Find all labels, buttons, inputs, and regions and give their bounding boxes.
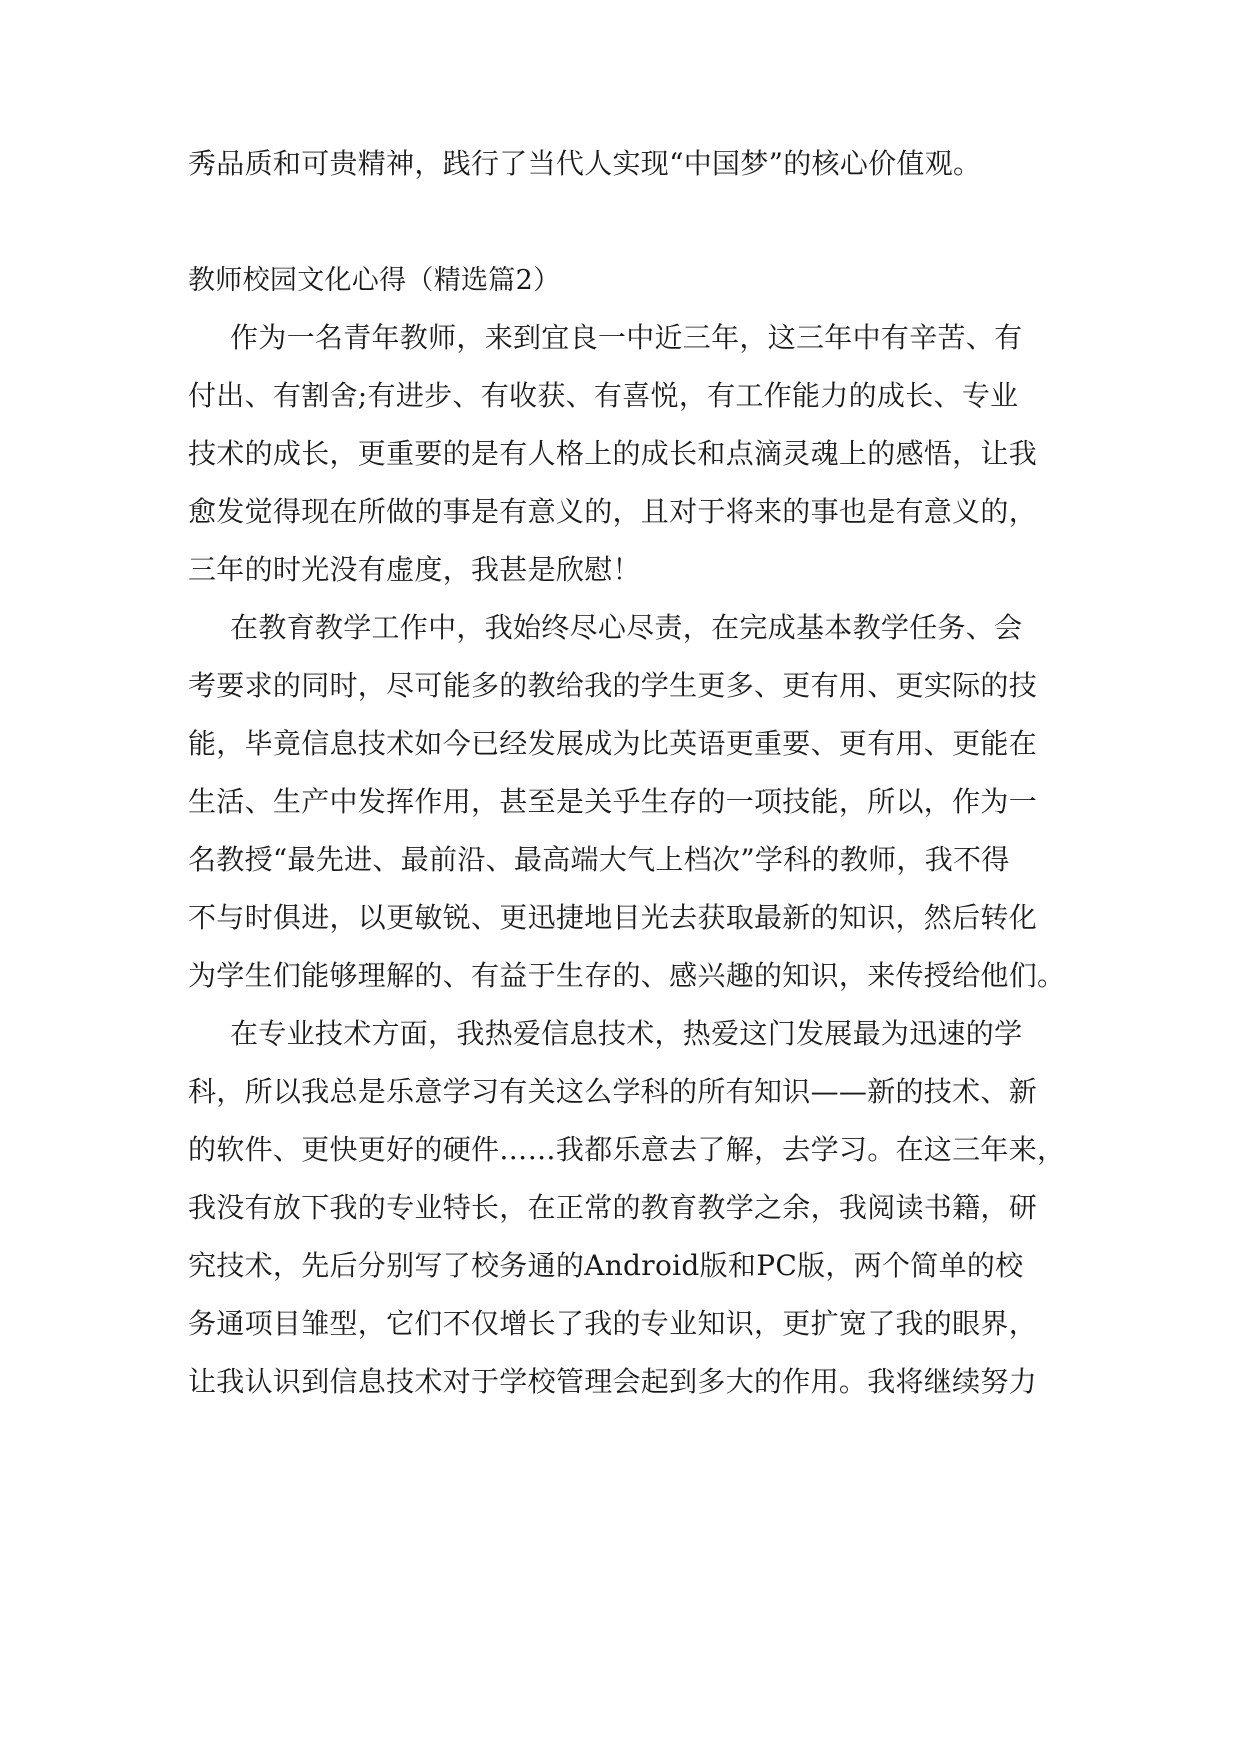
paragraph-line: 在教育教学工作中，我始终尽心尽责，在完成基本教学任务、会	[230, 611, 1023, 644]
paragraph-line: 不与时俱进，以更敏锐、更迅捷地目光去获取最新的知识，然后转化	[188, 901, 1038, 934]
paragraph-line: 技术的成长，更重要的是有人格上的成长和点滴灵魂上的感悟，让我	[188, 437, 1038, 470]
paragraph-line: 能，毕竟信息技术如今已经发展成为比英语更重要、更有用、更能在	[188, 727, 1038, 760]
paragraph-line: 务通项目雏型，它们不仅增长了我的专业知识，更扩宽了我的眼界，	[188, 1307, 1038, 1340]
paragraph-line: 付出、有割舍;有进步、有收获、有喜悦，有工作能力的成长、专业	[188, 379, 1019, 412]
paragraph-line: 名教授“最先进、最前沿、最高端大气上档次”学科的教师，我不得	[188, 843, 1010, 876]
paragraph-line: 在专业技术方面，我热爱信息技术，热爱这门发展最为迅速的学	[230, 1017, 1023, 1050]
paragraph-line: 生活、生产中发挥作用，甚至是关乎生存的一项技能，所以，作为一	[188, 785, 1038, 818]
paragraph-line: 考要求的同时，尽可能多的教给我的学生更多、更有用、更实际的技	[188, 669, 1038, 702]
paragraph-line: 让我认识到信息技术对于学校管理会起到多大的作用。我将继续努力	[188, 1365, 1038, 1398]
paragraph-line: 科，所以我总是乐意学习有关这么学科的所有知识——新的技术、新	[188, 1075, 1038, 1108]
paragraph-line: 为学生们能够理解的、有益于生存的、感兴趣的知识，来传授给他们。	[188, 959, 1066, 992]
paragraph-line: 的软件、更快更好的硬件……我都乐意去了解，去学习。在这三年来，	[188, 1133, 1066, 1166]
paragraph-line: 作为一名青年教师，来到宜良一中近三年，这三年中有辛苦、有	[230, 321, 1023, 354]
paragraph-line: 愈发觉得现在所做的事是有意义的，且对于将来的事也是有意义的，	[188, 495, 1038, 528]
section-heading: 教师校园文化心得（精选篇2）	[188, 265, 561, 296]
text-line: 秀品质和可贵精神，践行了当代人实现“中国梦”的核心价值观。	[188, 147, 982, 180]
paragraph-line: 究技术，先后分别写了校务通的Android版和PC版，两个简单的校	[188, 1249, 1024, 1282]
paragraph-line: 我没有放下我的专业特长，在正常的教育教学之余，我阅读书籍，研	[188, 1191, 1038, 1224]
paragraph-line: 三年的时光没有虚度，我甚是欣慰！	[188, 553, 641, 586]
